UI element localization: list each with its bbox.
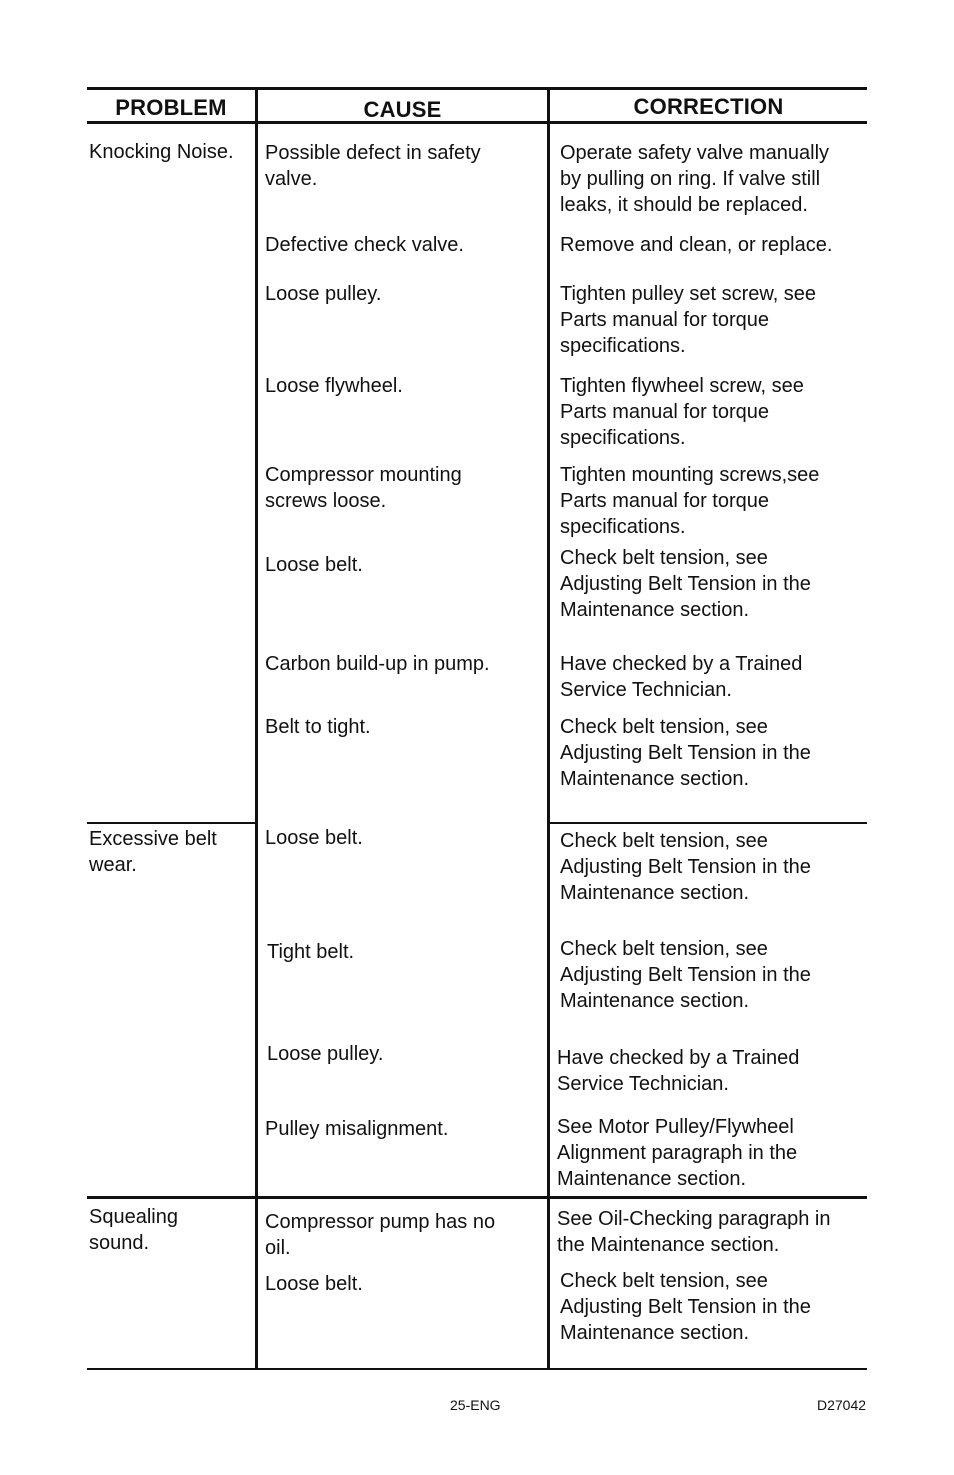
cause-cell: Defective check valve. [265,234,464,256]
column-divider-2 [547,87,550,1370]
correction-cell: Tighten pulley set screw, see Parts manual for torque specifications. [560,283,817,357]
correction-cell: Check belt tension, see Adjusting Belt Tension in the Maintenance section. [560,830,811,904]
correction-cell: Have checked by a Trained Service Technician. [557,1047,800,1095]
cause-cell: Compressor pump has no oil. [265,1211,496,1259]
cause-cell: Loose flywheel. [265,375,403,397]
table-top-rule [87,87,867,90]
column-divider-1 [255,87,258,1370]
correction-cell: Remove and clean, or replace. [560,234,833,256]
header-problem: PROBLEM [115,95,227,120]
cause-cell: Compressor mounting screws loose. [265,464,462,512]
cause-cell: Loose belt. [265,1273,363,1295]
document-code: D27042 [817,1397,867,1413]
table-bottom-rule [87,1368,867,1370]
correction-cell: Check belt tension, see Adjusting Belt Tension in the Maintenance section. [560,1270,811,1344]
group-divider-1-left [87,822,257,824]
problem-cell: Squealing sound. [89,1206,178,1254]
page-number: 25-ENG [450,1397,501,1413]
cause-cell: Pulley misalignment. [265,1118,449,1140]
cause-cell: Tight belt. [267,941,355,963]
header-cause: CAUSE [363,97,442,122]
correction-cell: Tighten flywheel screw, see Parts manual for torque specifications. [560,375,804,449]
cause-cell: Carbon build-up in pump. [265,653,490,675]
correction-cell: Check belt tension, see Adjusting Belt Tension in the Maintenance section. [560,716,811,790]
group-divider-2 [87,1196,867,1199]
group-divider-1-right [549,822,867,824]
correction-cell: Tighten mounting screws,see Parts manual for torque specifications. [560,464,820,538]
header-correction: CORRECTION [633,94,784,119]
cause-cell: Loose pulley. [265,283,382,305]
cause-cell: Loose belt. [265,827,363,849]
problem-cell: Knocking Noise. [89,141,234,163]
cause-cell: Loose belt. [265,554,363,576]
correction-cell: See Motor Pulley/Flywheel Alignment paragraph in the Maintenance section. [557,1116,798,1190]
cause-cell: Belt to tight. [265,716,371,738]
correction-cell: See Oil-Checking paragraph in the Maintenance section. [557,1208,831,1256]
correction-cell: Check belt tension, see Adjusting Belt Tension in the Maintenance section. [560,938,811,1012]
correction-cell: Operate safety valve manually by pulling on ring. If valve still leaks, it should be replaced. [560,142,830,216]
cause-cell: Loose pulley. [267,1043,384,1065]
cause-cell: Possible defect in safety valve. [265,142,481,190]
correction-cell: Have checked by a Trained Service Technician. [560,653,803,701]
correction-cell: Check belt tension, see Adjusting Belt Tension in the Maintenance section. [560,547,811,621]
problem-cell: Excessive belt wear. [89,828,217,876]
